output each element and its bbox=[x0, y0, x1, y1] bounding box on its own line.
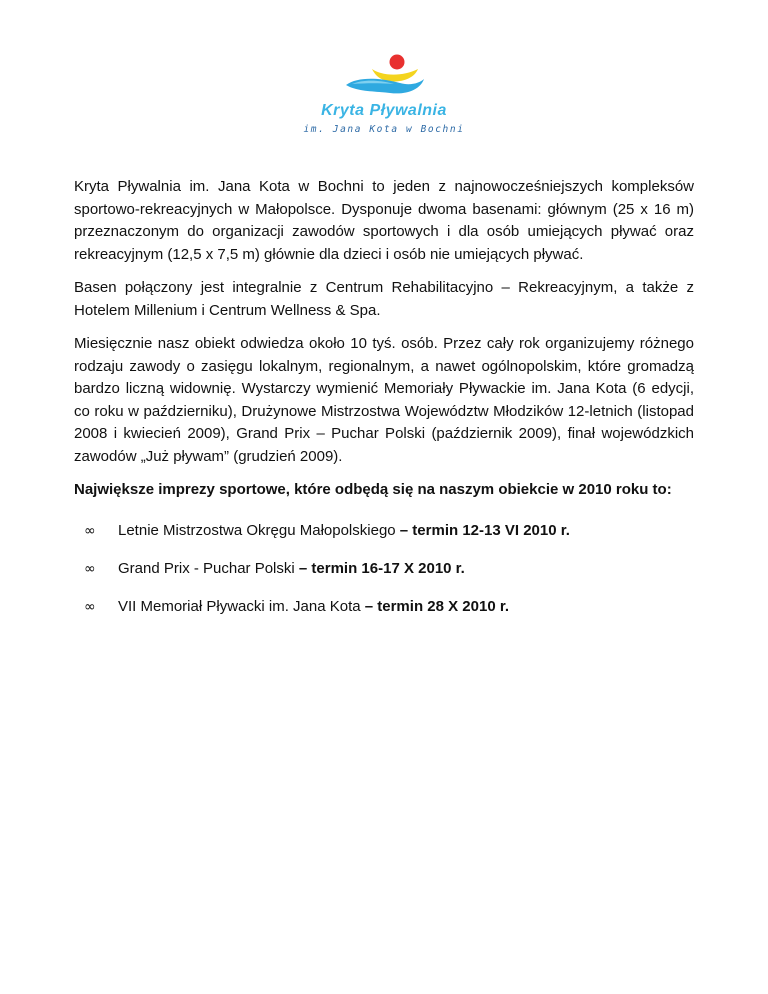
logo-title: Kryta Pływalnia bbox=[321, 102, 447, 119]
events-heading: Największe imprezy sportowe, które odbędą się na naszym obiekcie w 2010 roku to: bbox=[74, 481, 672, 498]
visitors-paragraph: Miesięcznie nasz obiekt odwiedza około 10 tyś. osób. Przez cały rok organizujemy różnego rodzaju zawody o zasięgu lokalnym, regionalnym, a nawet ogólnopolskim, które gromadzą bardzo liczną widownię. Wystarczy wymienić Memoriały Pływackie im. Jana Kota (6 edycji, co roku w październiku), Drużynowe Mistrzostwa Województw Młodzików 12-letnich (listopad 2008 i kwiecień 2009), Grand Prix – Puchar Polski (październik 2009), finał wojewódzkich zawodów „Już pływam” (grudzień 2009). bbox=[74, 335, 694, 465]
infinity-bullet-icon: ∞ bbox=[84, 598, 96, 615]
events-list bbox=[74, 520, 694, 618]
intro-paragraph: Kryta Pływalnia im. Jana Kota w Bochni to jeden z najnowocześniejszych kompleksów sportowo-rekreacyjnych w Małopolsce. Dysponuje dwoma basenami: głównym (25 x 16 m) przeznaczonym do organizacji zawodów sportowych i dla osób umiejących pływać oraz rekreacyjnym (12,5 x 7,5 m) głównie dla dzieci i osób nie umiejących pływać. bbox=[74, 178, 694, 263]
pool-logo bbox=[300, 52, 468, 138]
infinity-bullet-icon: ∞ bbox=[84, 560, 96, 577]
list-item bbox=[84, 520, 694, 542]
list-item bbox=[84, 596, 694, 618]
water-wave-icon bbox=[346, 79, 424, 94]
event-name: Letnie Mistrzostwa Okręgu Małopolskiego bbox=[118, 521, 396, 539]
list-item bbox=[84, 558, 694, 580]
event-term: – termin 28 X 2010 r. bbox=[364, 597, 510, 615]
event-term: – termin 12-13 VI 2010 r. bbox=[399, 521, 570, 539]
connection-paragraph: Basen połączony jest integralnie z Centrum Rehabilitacyjno – Rekreacyjnym, a także z Hotelem Millenium i Centrum Wellness & Spa. bbox=[74, 279, 694, 319]
logo-subtitle: im. Jana Kota w Bochni bbox=[303, 124, 465, 135]
event-name: VII Memoriał Pływacki im. Jana Kota bbox=[118, 597, 361, 615]
swimmer-logo-icon bbox=[342, 52, 426, 100]
document-body bbox=[74, 176, 694, 634]
event-term: – termin 16-17 X 2010 r. bbox=[298, 559, 465, 577]
event-name: Grand Prix - Puchar Polski bbox=[118, 559, 295, 577]
swimmer-head-icon bbox=[390, 55, 405, 70]
infinity-bullet-icon: ∞ bbox=[84, 522, 96, 539]
